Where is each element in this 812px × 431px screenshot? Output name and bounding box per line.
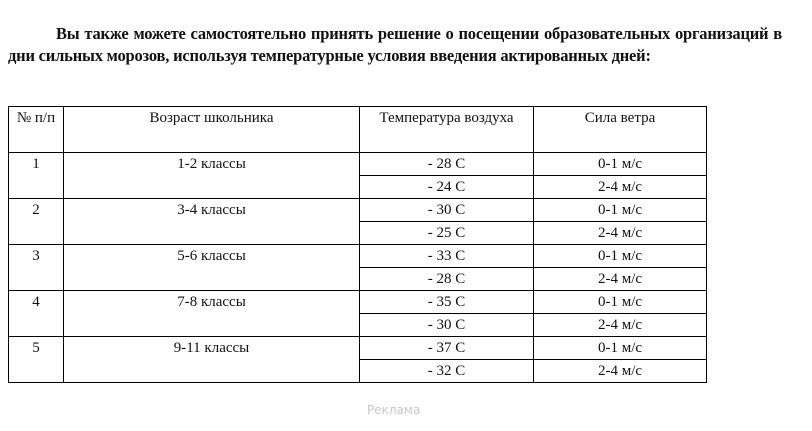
row-number: 5 — [9, 337, 64, 383]
row-age: 7-8 классы — [64, 291, 360, 337]
row-wind: 0-1 м/с — [534, 199, 707, 222]
row-number: 2 — [9, 199, 64, 245]
table-row — [9, 153, 707, 176]
row-temperature: - 30 С — [360, 314, 534, 337]
table-row — [9, 291, 707, 314]
row-age: 1-2 классы — [64, 153, 360, 199]
row-temperature: - 28 С — [360, 268, 534, 291]
row-age: 9-11 классы — [64, 337, 360, 383]
intro-paragraph: Вы также можете самостоятельно принять решение о посещении образовательных организаций в дни сильных морозов, используя температурные условия введения актированных дней: — [8, 23, 782, 65]
row-temperature: - 35 С — [360, 291, 534, 314]
row-wind: 2-4 м/с — [534, 360, 707, 383]
row-temperature: - 24 С — [360, 176, 534, 199]
row-wind: 0-1 м/с — [534, 245, 707, 268]
row-wind: 2-4 м/с — [534, 176, 707, 199]
row-temperature: - 28 С — [360, 153, 534, 176]
header-age: Возраст школьника — [64, 107, 360, 153]
row-number: 3 — [9, 245, 64, 291]
row-wind: 2-4 м/с — [534, 222, 707, 245]
row-wind: 0-1 м/с — [534, 153, 707, 176]
row-number: 4 — [9, 291, 64, 337]
row-temperature: - 25 С — [360, 222, 534, 245]
header-number: № п/п — [9, 107, 64, 153]
row-temperature: - 33 С — [360, 245, 534, 268]
row-temperature: - 37 С — [360, 337, 534, 360]
table-row — [9, 337, 707, 360]
table-row — [9, 199, 707, 222]
row-age: 3-4 классы — [64, 199, 360, 245]
header-wind: Сила ветра — [534, 107, 707, 153]
ad-label: Реклама — [367, 403, 421, 417]
frost-conditions-table — [8, 106, 707, 383]
row-temperature: - 32 С — [360, 360, 534, 383]
header-temperature: Температура воздуха — [360, 107, 534, 153]
row-wind: 0-1 м/с — [534, 291, 707, 314]
row-wind: 2-4 м/с — [534, 268, 707, 291]
row-age: 5-6 классы — [64, 245, 360, 291]
row-wind: 2-4 м/с — [534, 314, 707, 337]
row-number: 1 — [9, 153, 64, 199]
row-temperature: - 30 С — [360, 199, 534, 222]
row-wind: 0-1 м/с — [534, 337, 707, 360]
table-header-row — [9, 107, 707, 153]
table-row — [9, 245, 707, 268]
